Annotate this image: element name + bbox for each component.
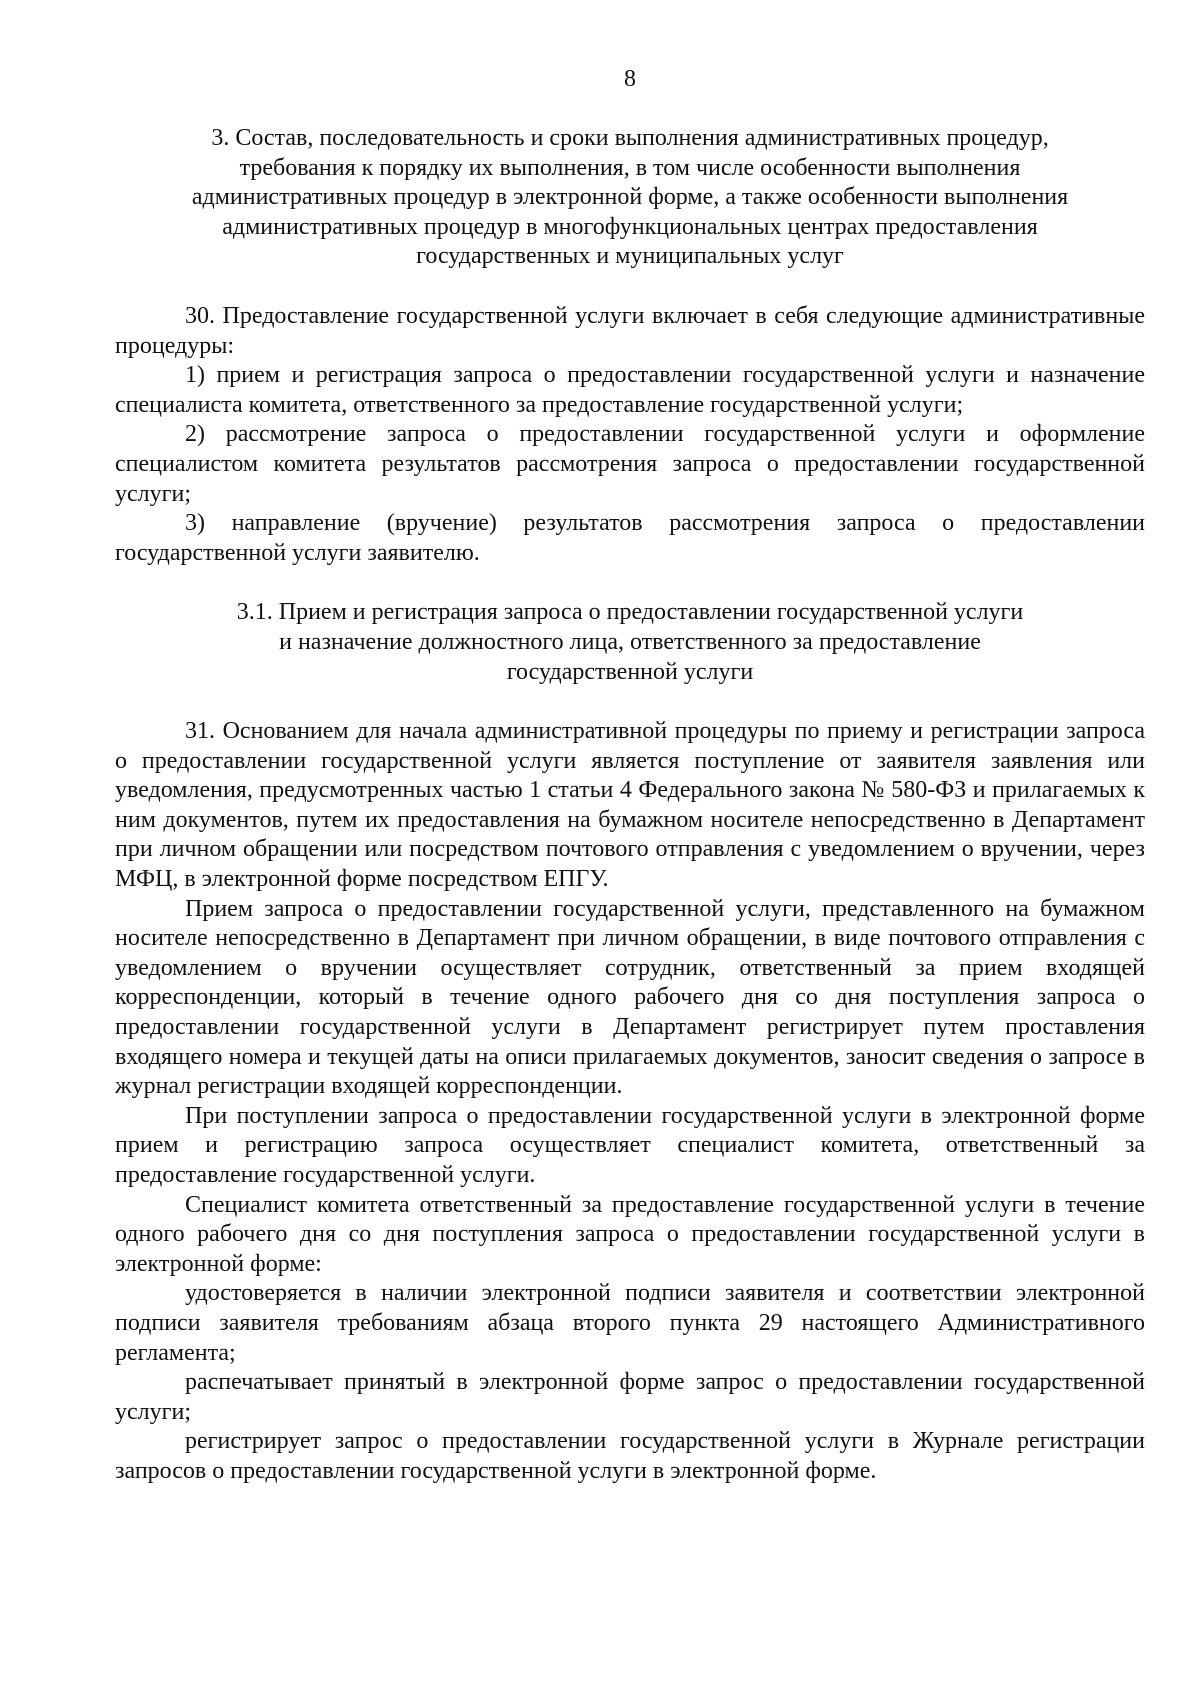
section-heading-line: административных процедур в многофункциональных центрах предоставления (222, 213, 1038, 240)
subsection-body (115, 717, 1145, 1486)
section-heading-line: государственных и муниципальных услуг (416, 243, 844, 270)
subsection-heading-line: и назначение должностного лица, ответственного за предоставление (279, 628, 981, 655)
page-number: 8 (624, 66, 636, 92)
duty-print-request: распечатывает принятый в электронной форме запрос о предоставлении государственной услуги; (115, 1369, 1145, 1425)
section-heading-line: административных процедур в электронной форме, а также особенности выполнения (191, 184, 1069, 211)
duty-register-request: регистрирует запрос о предоставлении государственной услуги в Журнале регистрации запросов о предоставлении государственной услуги в электронной форме. (115, 1428, 1145, 1484)
procedure-item-2: 2) рассмотрение запроса о предоставлении государственной услуги и оформление специалистом комитета результатов рассмотрения запроса о предоставлении государственной услуги; (115, 421, 1145, 507)
section-heading-line: 3. Состав, последовательность и сроки выполнения административных процедур, (211, 125, 1049, 151)
document-page (115, 64, 1145, 1487)
procedure-item-1: 1) прием и регистрация запроса о предоставлении государственной услуги и назначение специалиста комитета, ответственного за предоставление государственной услуги; (115, 362, 1145, 418)
subsection-heading-line: государственной услуги (506, 658, 754, 685)
section-heading-line: требования к порядку их выполнения, в том числе особенности выполнения (239, 154, 1021, 181)
paragraph-31: 31. Основанием для начала административной процедуры по приему и регистрации запроса о предоставлении государственной услуги является поступление от заявителя заявления или уведомления, предусмотренных частью 1 статьи 4 Федерального закона № 580-ФЗ и прилагаемых к ним документов, путем их предоставления на бумажном носителе непосредственно в Департамент при личном обращении или посредством почтового отправления с уведомлением о вручении, через МФЦ, в электронной форме посредством ЕПГУ. (115, 718, 1145, 893)
paragraph-electronic-intake: При поступлении запроса о предоставлении государственной услуги в электронной форме прием и регистрацию запроса осуществляет специалист комитета, ответственный за предоставление государственной услуги. (115, 1102, 1145, 1188)
duty-verify-signature: удостоверяется в наличии электронной подписи заявителя и соответствии электронной подписи заявителя требованиям абзаца второго пункта 29 настоящего Административного регламента; (115, 1280, 1145, 1366)
subsection-heading (115, 598, 1145, 687)
paragraph-paper-intake: Прием запроса о предоставлении государственной услуги, представленного на бумажном носителе непосредственно в Департамент при личном обращении, в виде почтового отправления с уведомлением о вручении осуществляет сотрудник, ответственный за прием входящей корреспонденции, который в течение одного рабочего дня со дня поступления запроса о предоставлении государственной услуги в Департамент регистрирует путем проставления входящего номера и текущей даты на описи прилагаемых документов, заносит сведения о запросе в журнал регистрации входящей корреспонденции. (115, 895, 1145, 1100)
section-heading (115, 124, 1145, 272)
subsection-heading-line: 3.1. Прием и регистрация запроса о предоставлении государственной услуги (236, 599, 1024, 626)
paragraph-30: 30. Предоставление государственной услуги включает в себя следующие административные процедуры: (115, 302, 1145, 359)
procedure-item-3: 3) направление (вручение) результатов рассмотрения запроса о предоставлении государственной услуги заявителю. (115, 510, 1145, 566)
procedures-list (115, 302, 1145, 568)
paragraph-specialist-duties: Специалист комитета ответственный за предоставление государственной услуги в течение одного рабочего дня со дня поступления запроса о предоставлении государственной услуги в электронной форме: (115, 1191, 1145, 1277)
